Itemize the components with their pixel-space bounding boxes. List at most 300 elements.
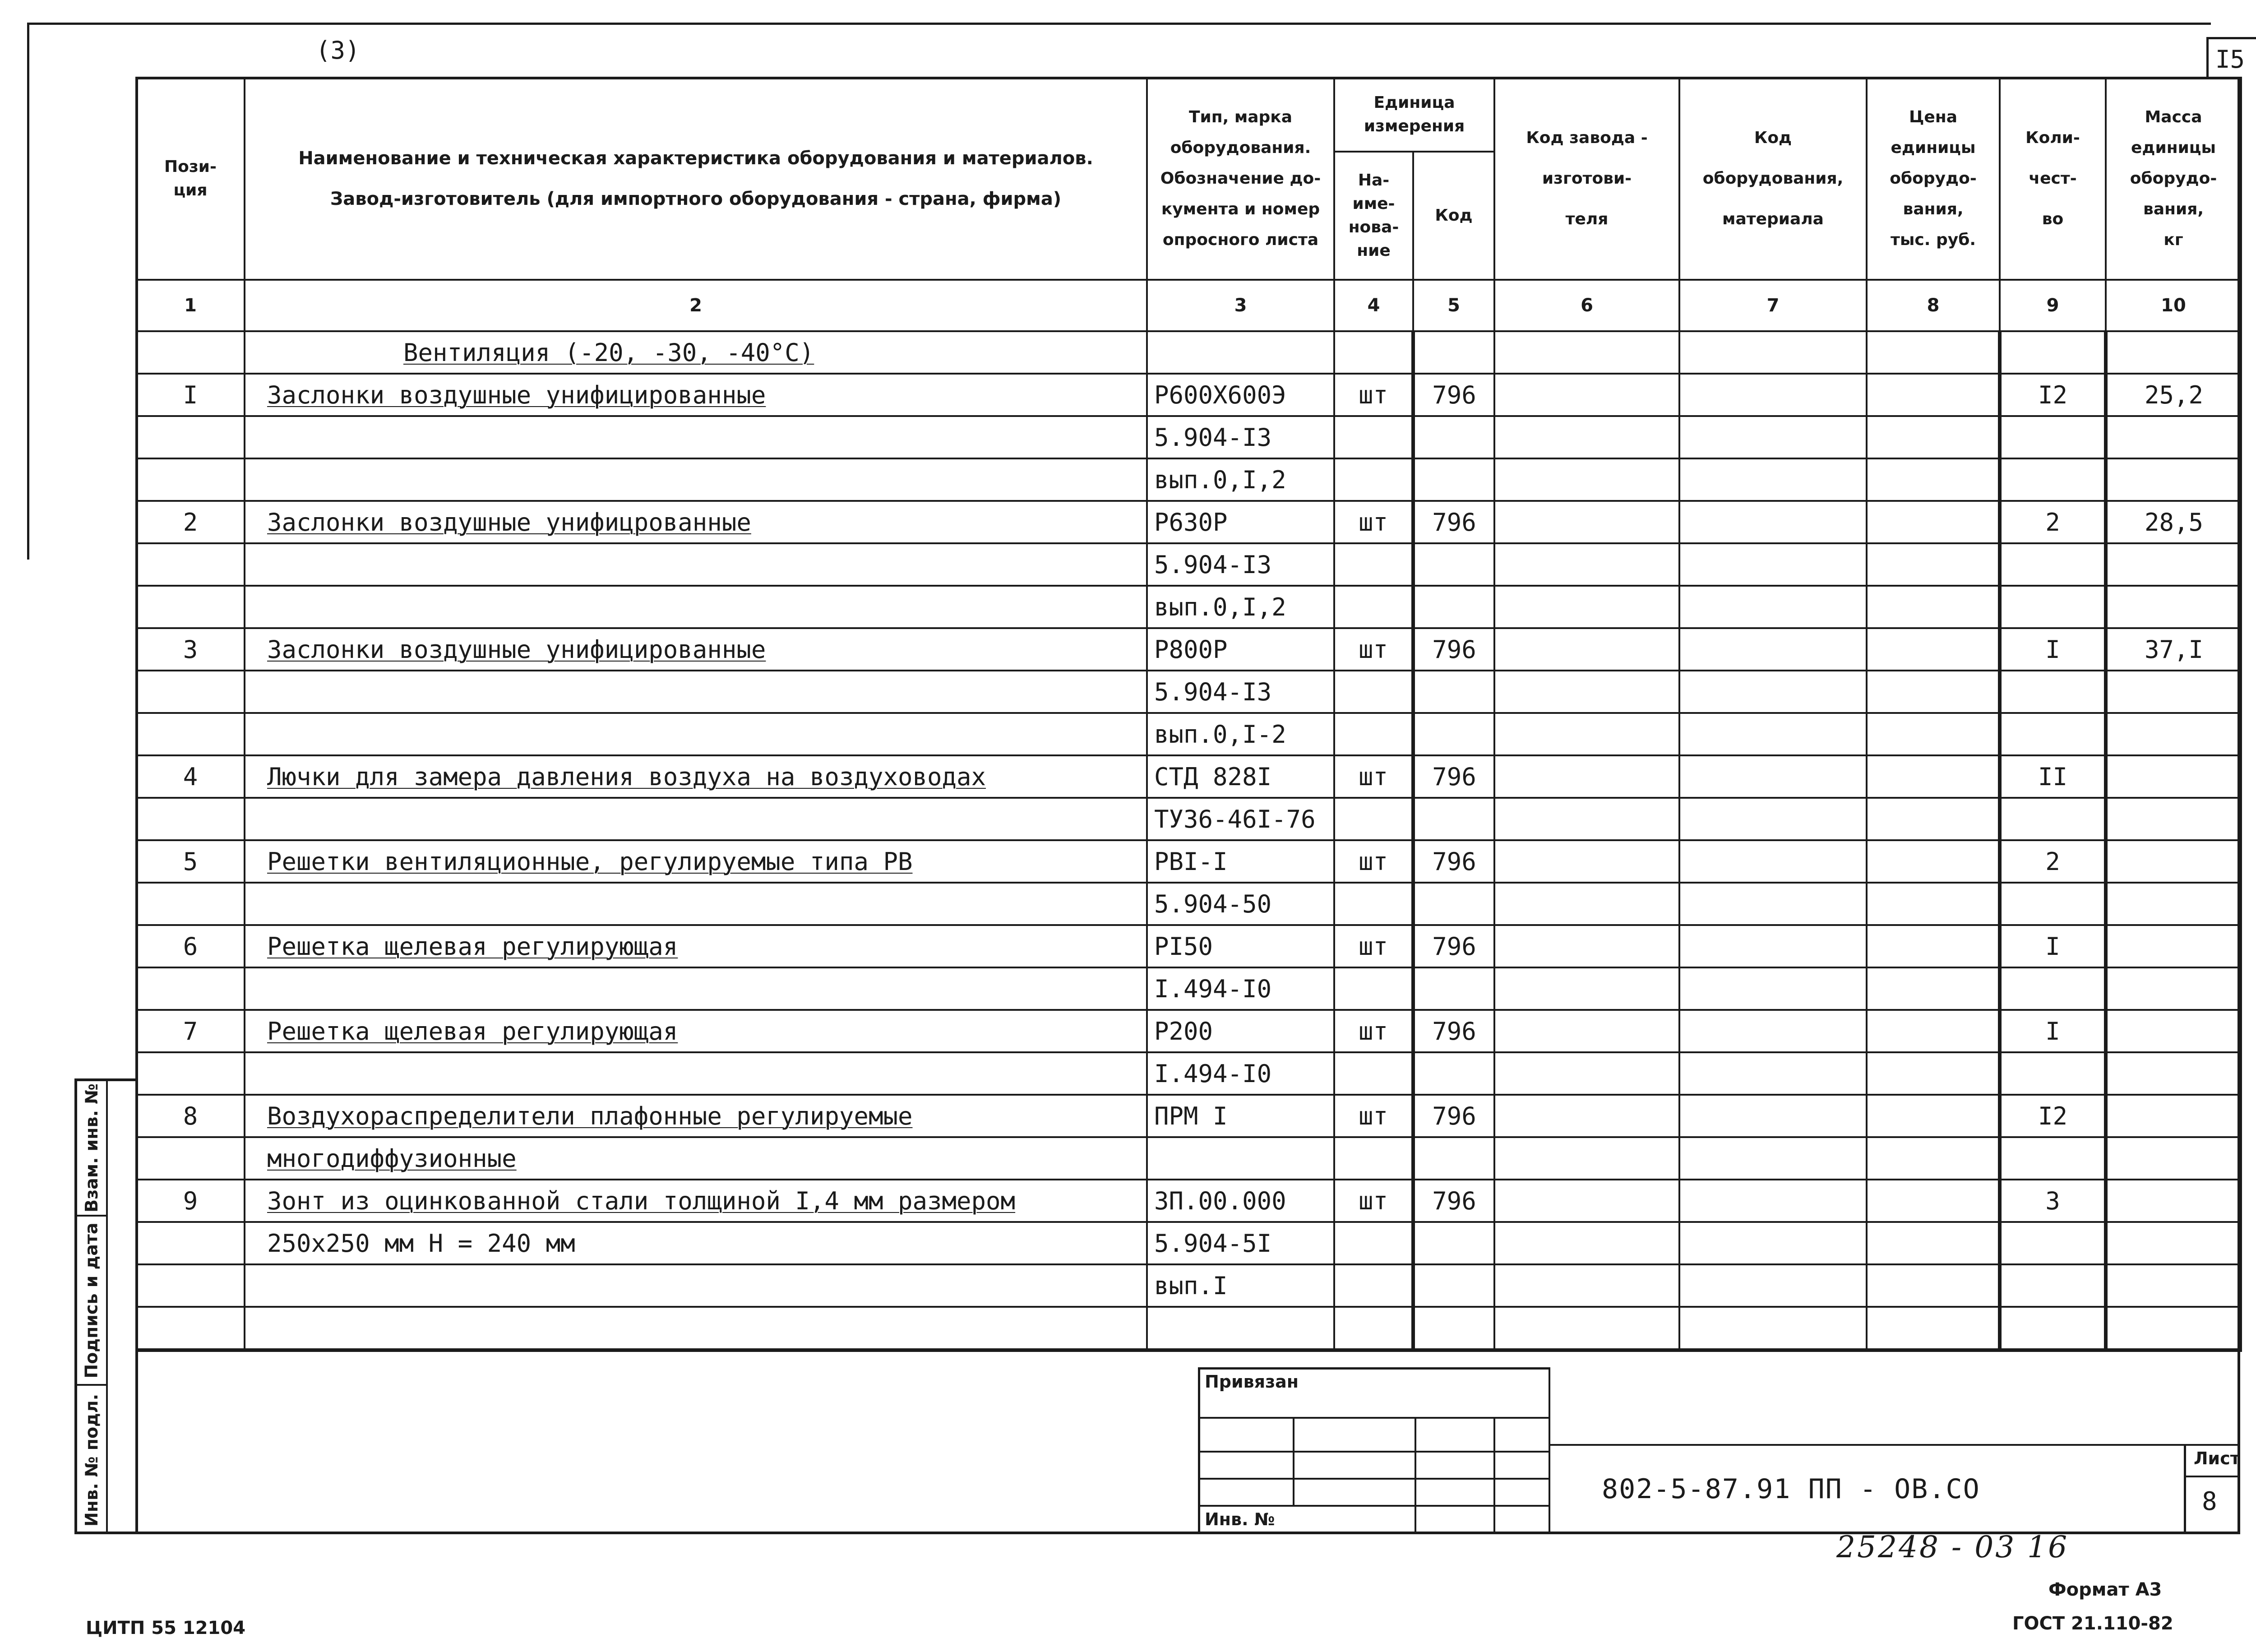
cell-pos — [136, 331, 245, 374]
outer-frame-top — [27, 23, 2211, 25]
document-code: 802-5-87.91 ПП - ОВ.СО — [1602, 1473, 1980, 1505]
cell-qty — [2000, 1264, 2106, 1307]
cell-unit: шт — [1334, 1095, 1413, 1137]
cell-name — [245, 798, 1147, 840]
cell-mass — [2106, 543, 2241, 586]
cell-factory — [1494, 713, 1679, 755]
cell-equip — [1679, 586, 1867, 628]
cell-type — [1147, 1307, 1334, 1350]
cell-equip — [1679, 1264, 1867, 1307]
cell-equip — [1679, 1307, 1867, 1350]
cell-type: вып.0,I,2 — [1147, 458, 1334, 501]
cell-price — [1867, 374, 2000, 416]
cell-unit: шт — [1334, 1010, 1413, 1052]
cell-qty — [2000, 416, 2106, 458]
table-row — [136, 543, 2241, 586]
cell-code — [1413, 543, 1494, 586]
cell-pos: 5 — [136, 840, 245, 883]
cell-type: Р800Р — [1147, 628, 1334, 671]
table-row — [136, 458, 2241, 501]
cell-name: Заслонки воздушные унифицированные — [245, 628, 1147, 671]
cell-equip — [1679, 374, 1867, 416]
table-row — [136, 331, 2241, 374]
cell-mass — [2106, 713, 2241, 755]
cell-code — [1413, 586, 1494, 628]
specification-body — [136, 331, 2241, 1350]
stamp-vline-1 — [1293, 1417, 1294, 1505]
cell-name: Вентиляция (-20, -30, -40°С) — [245, 331, 1147, 374]
cell-equip — [1679, 1180, 1867, 1222]
cell-price — [1867, 883, 2000, 925]
cell-price — [1867, 543, 2000, 586]
cell-unit: шт — [1334, 925, 1413, 967]
cell-type: РI50 — [1147, 925, 1334, 967]
gost-label: ГОСТ 21.110-82 — [2012, 1613, 2173, 1634]
table-row — [136, 501, 2241, 543]
cell-factory — [1494, 840, 1679, 883]
cell-unit — [1334, 416, 1413, 458]
cell-factory — [1494, 671, 1679, 713]
cell-type: РВI-I — [1147, 840, 1334, 883]
stamp-line-4 — [1198, 1505, 1550, 1507]
cell-mass — [2106, 1222, 2241, 1264]
cell-unit — [1334, 1052, 1413, 1095]
cell-unit: шт — [1334, 1180, 1413, 1222]
cell-pos — [136, 671, 245, 713]
cell-qty: I — [2000, 1010, 2106, 1052]
side-approval-strip — [74, 1078, 138, 1534]
list-label: Лист — [2194, 1448, 2240, 1468]
outer-frame-left — [27, 23, 29, 560]
cell-type: вып.0,I,2 — [1147, 586, 1334, 628]
cell-factory — [1494, 543, 1679, 586]
table-row — [136, 967, 2241, 1010]
cell-qty — [2000, 1052, 2106, 1095]
cell-price — [1867, 798, 2000, 840]
cell-price — [1867, 1137, 2000, 1180]
cell-name — [245, 416, 1147, 458]
table-row — [136, 374, 2241, 416]
cell-name — [245, 458, 1147, 501]
list-number: 8 — [2202, 1487, 2217, 1516]
cell-qty — [2000, 798, 2106, 840]
stamp-line-2 — [1198, 1451, 1550, 1453]
cell-equip — [1679, 458, 1867, 501]
table-row — [136, 798, 2241, 840]
cell-price — [1867, 1095, 2000, 1137]
cell-mass — [2106, 416, 2241, 458]
cell-mass: 37,I — [2106, 628, 2241, 671]
table-row — [136, 713, 2241, 755]
cell-type: 5.904-50 — [1147, 883, 1334, 925]
cell-unit: шт — [1334, 501, 1413, 543]
header-quantity: Коли- чест- во — [2000, 78, 2106, 280]
cell-price — [1867, 713, 2000, 755]
cell-factory — [1494, 967, 1679, 1010]
column-number-10: 10 — [2106, 280, 2241, 331]
cell-name: многодиффузионные — [245, 1137, 1147, 1180]
table-row — [136, 1137, 2241, 1180]
cell-code: 796 — [1413, 501, 1494, 543]
cell-price — [1867, 1010, 2000, 1052]
cell-mass — [2106, 1095, 2241, 1137]
cell-type — [1147, 331, 1334, 374]
column-number-5: 5 — [1413, 280, 1494, 331]
citp-label: ЦИТП 55 12104 — [86, 1618, 246, 1638]
cell-name: Зонт из оцинкованной стали толщиной I,4 мм размером — [245, 1180, 1147, 1222]
cell-price — [1867, 840, 2000, 883]
cell-pos — [136, 713, 245, 755]
cell-mass — [2106, 755, 2241, 798]
cell-mass — [2106, 883, 2241, 925]
cell-equip — [1679, 1010, 1867, 1052]
header-unit-name: На- име- нова- ние — [1334, 152, 1413, 280]
cell-qty: I — [2000, 628, 2106, 671]
side-strip-divider — [106, 1081, 108, 1532]
table-row — [136, 628, 2241, 671]
cell-factory — [1494, 1010, 1679, 1052]
cell-code — [1413, 671, 1494, 713]
stamp-line-1 — [1198, 1417, 1550, 1419]
cell-code: 796 — [1413, 1180, 1494, 1222]
cell-pos — [136, 458, 245, 501]
cell-mass — [2106, 331, 2241, 374]
cell-name — [245, 713, 1147, 755]
cell-type: вып.0,I-2 — [1147, 713, 1334, 755]
cell-unit — [1334, 1307, 1413, 1350]
stamp-vline-4 — [1549, 1367, 1550, 1534]
cell-name: Решетки вентиляционные, регулируемые типа РВ — [245, 840, 1147, 883]
cell-mass — [2106, 1307, 2241, 1350]
side-cell-replacement — [77, 1081, 106, 1217]
cell-equip — [1679, 840, 1867, 883]
cell-pos — [136, 586, 245, 628]
cell-code: 796 — [1413, 755, 1494, 798]
cell-pos — [136, 416, 245, 458]
cell-price — [1867, 1264, 2000, 1307]
cell-code — [1413, 1264, 1494, 1307]
cell-equip — [1679, 1095, 1867, 1137]
cell-name — [245, 671, 1147, 713]
cell-pos — [136, 1222, 245, 1264]
cell-unit — [1334, 883, 1413, 925]
cell-pos — [136, 883, 245, 925]
cell-equip — [1679, 1052, 1867, 1095]
cell-unit — [1334, 1264, 1413, 1307]
cell-type: 5.904-5I — [1147, 1222, 1334, 1264]
cell-price — [1867, 628, 2000, 671]
cell-unit — [1334, 713, 1413, 755]
list-box-divider — [2184, 1476, 2240, 1477]
cell-factory — [1494, 1180, 1679, 1222]
cell-mass — [2106, 967, 2241, 1010]
cell-pos: 2 — [136, 501, 245, 543]
cell-code: 796 — [1413, 840, 1494, 883]
table-row — [136, 1052, 2241, 1095]
cell-type: I.494-I0 — [1147, 967, 1334, 1010]
cell-unit: шт — [1334, 628, 1413, 671]
cell-name: Воздухораспределители плафонные регулируемые — [245, 1095, 1147, 1137]
cell-qty: 2 — [2000, 501, 2106, 543]
cell-pos: 4 — [136, 755, 245, 798]
cell-type: Р200 — [1147, 1010, 1334, 1052]
column-number-9: 9 — [2000, 280, 2106, 331]
cell-name — [245, 967, 1147, 1010]
cell-type: 5.904-I3 — [1147, 543, 1334, 586]
cell-type: ЗП.00.000 — [1147, 1180, 1334, 1222]
cell-pos: 7 — [136, 1010, 245, 1052]
sheet-number: I5 — [2215, 45, 2245, 74]
cell-name — [245, 1052, 1147, 1095]
cell-equip — [1679, 416, 1867, 458]
cell-pos — [136, 1137, 245, 1180]
cell-factory — [1494, 883, 1679, 925]
cell-code — [1413, 1222, 1494, 1264]
cell-factory — [1494, 416, 1679, 458]
format-label: Формат А3 — [2048, 1579, 2162, 1600]
column-number-7: 7 — [1679, 280, 1867, 331]
table-row — [136, 755, 2241, 798]
table-row — [136, 1180, 2241, 1222]
header-equipment-code: Код оборудования, материала — [1679, 78, 1867, 280]
cell-mass: 25,2 — [2106, 374, 2241, 416]
header-unit-code: Код — [1413, 152, 1494, 280]
cell-factory — [1494, 1095, 1679, 1137]
cell-unit — [1334, 671, 1413, 713]
cell-price — [1867, 1180, 2000, 1222]
column-number-8: 8 — [1867, 280, 2000, 331]
cell-type: ПРМ I — [1147, 1095, 1334, 1137]
cell-equip — [1679, 1137, 1867, 1180]
cell-price — [1867, 586, 2000, 628]
column-number-2: 2 — [245, 280, 1147, 331]
cell-factory — [1494, 1137, 1679, 1180]
cell-code — [1413, 713, 1494, 755]
cell-pos — [136, 1307, 245, 1350]
cell-mass — [2106, 671, 2241, 713]
cell-equip — [1679, 925, 1867, 967]
handwritten-archive-number: 25248 - 03 16 — [1836, 1530, 2069, 1564]
cell-name — [245, 1307, 1147, 1350]
cell-type: 5.904-I3 — [1147, 671, 1334, 713]
title-block-top-line — [1549, 1444, 2240, 1446]
cell-equip — [1679, 713, 1867, 755]
cell-qty — [2000, 1137, 2106, 1180]
cell-unit — [1334, 586, 1413, 628]
cell-price — [1867, 671, 2000, 713]
column-number-3: 3 — [1147, 280, 1334, 331]
table-row — [136, 925, 2241, 967]
cell-code — [1413, 1137, 1494, 1180]
cell-code — [1413, 458, 1494, 501]
header-position: Пози- ция — [136, 78, 245, 280]
cell-code — [1413, 1307, 1494, 1350]
cell-unit — [1334, 458, 1413, 501]
cell-type: вып.I — [1147, 1264, 1334, 1307]
cell-factory — [1494, 586, 1679, 628]
cell-code — [1413, 798, 1494, 840]
cell-pos — [136, 543, 245, 586]
inv-label: Инв. № — [1205, 1509, 1275, 1529]
cell-equip — [1679, 501, 1867, 543]
cell-equip — [1679, 1222, 1867, 1264]
cell-name — [245, 586, 1147, 628]
specification-table — [135, 77, 2242, 1352]
cell-factory — [1494, 628, 1679, 671]
cell-name: Решетка щелевая регулирующая — [245, 925, 1147, 967]
cell-qty — [2000, 458, 2106, 501]
cell-name: Заслонки воздушные унифицрованные — [245, 501, 1147, 543]
cell-unit — [1334, 967, 1413, 1010]
cell-mass — [2106, 1137, 2241, 1180]
cell-factory — [1494, 374, 1679, 416]
table-row — [136, 1307, 2241, 1350]
cell-unit — [1334, 798, 1413, 840]
cell-equip — [1679, 798, 1867, 840]
cell-factory — [1494, 798, 1679, 840]
cell-qty — [2000, 331, 2106, 374]
header-row-1 — [136, 78, 2241, 152]
cell-qty: I — [2000, 925, 2106, 967]
side-label-original-inv: Инв. № подл. — [82, 1393, 102, 1527]
cell-mass — [2106, 458, 2241, 501]
cell-pos — [136, 798, 245, 840]
cell-pos: 8 — [136, 1095, 245, 1137]
cell-factory — [1494, 1222, 1679, 1264]
column-number-1: 1 — [136, 280, 245, 331]
cell-mass: 28,5 — [2106, 501, 2241, 543]
cell-code: 796 — [1413, 374, 1494, 416]
cell-pos: 6 — [136, 925, 245, 967]
cell-factory — [1494, 925, 1679, 967]
cell-unit — [1334, 1137, 1413, 1180]
table-row — [136, 1264, 2241, 1307]
cell-qty — [2000, 883, 2106, 925]
column-number-6: 6 — [1494, 280, 1679, 331]
cell-price — [1867, 1052, 2000, 1095]
cell-type: 5.904-I3 — [1147, 416, 1334, 458]
cell-factory — [1494, 1052, 1679, 1095]
cell-price — [1867, 501, 2000, 543]
cell-mass — [2106, 798, 2241, 840]
side-cell-original-inv — [77, 1386, 106, 1535]
column-number-row — [136, 280, 2241, 331]
table-row — [136, 840, 2241, 883]
corner-number: (3) — [316, 36, 360, 65]
cell-code: 796 — [1413, 1010, 1494, 1052]
cell-mass — [2106, 1264, 2241, 1307]
cell-price — [1867, 331, 2000, 374]
cell-type: Р600Х600Э — [1147, 374, 1334, 416]
cell-price — [1867, 416, 2000, 458]
cell-equip — [1679, 883, 1867, 925]
cell-pos — [136, 967, 245, 1010]
cell-equip — [1679, 967, 1867, 1010]
cell-price — [1867, 967, 2000, 1010]
cell-price — [1867, 1222, 2000, 1264]
cell-name: Лючки для замера давления воздуха на воздуховодах — [245, 755, 1147, 798]
cell-code — [1413, 331, 1494, 374]
cell-equip — [1679, 671, 1867, 713]
cell-price — [1867, 755, 2000, 798]
side-cell-signature — [77, 1217, 106, 1386]
cell-name — [245, 543, 1147, 586]
table-row — [136, 671, 2241, 713]
cell-name: Заслонки воздушные унифицированные — [245, 374, 1147, 416]
cell-qty — [2000, 1222, 2106, 1264]
cell-code: 796 — [1413, 628, 1494, 671]
stamp-vline-2 — [1415, 1417, 1416, 1534]
cell-type: Р630Р — [1147, 501, 1334, 543]
side-label-replacement: Взам. инв. № — [82, 1083, 102, 1212]
cell-qty: I2 — [2000, 374, 2106, 416]
cell-qty: 2 — [2000, 840, 2106, 883]
cell-equip — [1679, 331, 1867, 374]
cell-factory — [1494, 458, 1679, 501]
cell-code: 796 — [1413, 1095, 1494, 1137]
header-type: Тип, марка оборудования. Обозначение до- кумента и номер опросного листа — [1147, 78, 1334, 280]
cell-type: СТД 828I — [1147, 755, 1334, 798]
cell-factory — [1494, 1264, 1679, 1307]
cell-name: 250х250 мм Н = 240 мм — [245, 1222, 1147, 1264]
cell-type: ТУ36-46I-76 — [1147, 798, 1334, 840]
cell-mass — [2106, 586, 2241, 628]
cell-unit: шт — [1334, 374, 1413, 416]
cell-name — [245, 883, 1147, 925]
cell-name: Решетка щелевая регулирующая — [245, 1010, 1147, 1052]
cell-factory — [1494, 331, 1679, 374]
table-row — [136, 1095, 2241, 1137]
cell-pos: I — [136, 374, 245, 416]
table-row — [136, 1222, 2241, 1264]
cell-qty: II — [2000, 755, 2106, 798]
cell-qty — [2000, 671, 2106, 713]
side-label-signature: Подпись и дата — [82, 1222, 102, 1379]
cell-equip — [1679, 755, 1867, 798]
cell-qty — [2000, 586, 2106, 628]
cell-mass — [2106, 1180, 2241, 1222]
cell-factory — [1494, 1307, 1679, 1350]
cell-qty: 3 — [2000, 1180, 2106, 1222]
cell-qty — [2000, 1307, 2106, 1350]
table-row — [136, 1010, 2241, 1052]
cell-qty — [2000, 967, 2106, 1010]
cell-code — [1413, 883, 1494, 925]
cell-name — [245, 1264, 1147, 1307]
cell-pos — [136, 1052, 245, 1095]
header-mass: Масса единицы оборудо- вания, кг — [2106, 78, 2241, 280]
table-row — [136, 416, 2241, 458]
header-unit-group: Единица измерения — [1334, 78, 1494, 152]
cell-equip — [1679, 628, 1867, 671]
bound-label: Привязан — [1205, 1372, 1299, 1392]
cell-code: 796 — [1413, 925, 1494, 967]
cell-mass — [2106, 1052, 2241, 1095]
table-row — [136, 883, 2241, 925]
cell-pos — [136, 1264, 245, 1307]
cell-pos: 3 — [136, 628, 245, 671]
cell-pos: 9 — [136, 1180, 245, 1222]
cell-unit: шт — [1334, 755, 1413, 798]
cell-code — [1413, 1052, 1494, 1095]
cell-price — [1867, 925, 2000, 967]
cell-code — [1413, 416, 1494, 458]
header-price: Цена единицы оборудо- вания, тыс. руб. — [1867, 78, 2000, 280]
cell-code — [1413, 967, 1494, 1010]
cell-mass — [2106, 840, 2241, 883]
cell-unit — [1334, 543, 1413, 586]
cell-mass — [2106, 925, 2241, 967]
